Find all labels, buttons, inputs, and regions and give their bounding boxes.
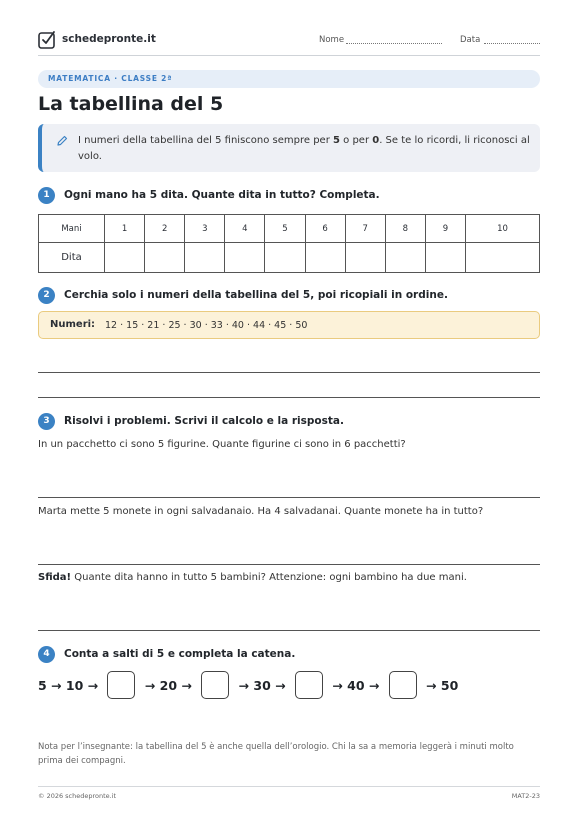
col-1: 1 [105, 215, 145, 243]
col-8: 8 [385, 215, 425, 243]
pencil-icon [56, 135, 68, 147]
col-6: 6 [305, 215, 345, 243]
problem-3: Sfida! Quante dita hanno in tutto 5 bambini? Attenzione: ogni bambino ha due mani. [38, 572, 467, 583]
row-label-dita: Dita [39, 243, 105, 273]
answer-cell[interactable] [145, 243, 185, 273]
chain-text: 5 → 10 → [38, 677, 103, 693]
answer-cell[interactable] [305, 243, 345, 273]
tip-text: I numeri della tabellina del 5 finiscono sempre per 5 o per 0. Se te lo ricordi, li riconosci al volo. [78, 135, 530, 162]
answer-cell[interactable] [345, 243, 385, 273]
topic-banner [38, 70, 540, 88]
chain-box[interactable] [107, 671, 135, 699]
col-4: 4 [225, 215, 265, 243]
answer-cell[interactable] [425, 243, 465, 273]
brand-name: schedepronte.it [62, 33, 156, 45]
date-label: Data [460, 35, 481, 45]
page-title: La tabellina del 5 [38, 93, 224, 115]
chain-text: → 30 → [234, 677, 290, 693]
chain-text: → 40 → [327, 677, 384, 693]
tip-box [38, 124, 540, 172]
footer-code: MAT2-23 [511, 792, 540, 800]
answer-cell[interactable] [225, 243, 265, 273]
question-number-2: 2 [38, 287, 55, 304]
answer-cell[interactable] [385, 243, 425, 273]
row-label-mani: Mani [39, 215, 105, 243]
counting-chain [38, 669, 458, 701]
name-label: Nome [319, 35, 345, 45]
chain-text: → 50 [421, 677, 459, 693]
problem-1: In un pacchetto ci sono 5 figurine. Quante figurine ci sono in 6 pacchetti? [38, 439, 406, 450]
chain-box[interactable] [295, 671, 323, 699]
question-4-title: Conta a salti di 5 e completa la catena. [64, 648, 296, 660]
question-number-3: 3 [38, 413, 55, 430]
question-2-title: Cerchia solo i numeri della tabellina del 5, poi ricopiali in ordine. [64, 289, 448, 301]
answer-line[interactable] [38, 397, 540, 398]
answer-cell[interactable] [265, 243, 305, 273]
col-3: 3 [185, 215, 225, 243]
col-7: 7 [345, 215, 385, 243]
col-9: 9 [425, 215, 465, 243]
col-10: 10 [465, 215, 539, 243]
answer-line[interactable] [38, 497, 540, 498]
col-2: 2 [145, 215, 185, 243]
chain-box[interactable] [201, 671, 229, 699]
numbers-list: 12 · 15 · 21 · 25 · 30 · 33 · 40 · 44 · 45 · 50 [105, 320, 308, 331]
col-5: 5 [265, 215, 305, 243]
problem-2: Marta mette 5 monete in ogni salvadanaio. Ha 4 salvadanai. Quante monete ha in tutto? [38, 506, 484, 517]
answer-line[interactable] [38, 372, 540, 373]
page-footer [38, 786, 540, 802]
question-3-title: Risolvi i problemi. Scrivi il calcolo e la risposta. [64, 415, 344, 427]
checkbox-logo-icon [38, 30, 56, 50]
footer-copyright: © 2026 schedepronte.it [38, 792, 117, 800]
answer-line[interactable] [38, 564, 540, 565]
multiplication-table [38, 214, 540, 273]
page-header [38, 28, 540, 56]
date-field[interactable] [484, 43, 540, 44]
answer-line[interactable] [38, 630, 540, 631]
answer-cell[interactable] [465, 243, 539, 273]
teacher-note: Nota per l’insegnante: la tabellina del 5 è anche quella dell’orologio. Chi la sa a memoria leggerà i minuti molto prima dei compagni. [38, 742, 514, 766]
name-field[interactable] [346, 43, 442, 44]
numbers-box [38, 311, 540, 339]
numbers-label: Numeri: [50, 319, 96, 330]
question-number-1: 1 [38, 187, 55, 204]
question-1-title: Ogni mano ha 5 dita. Quante dita in tutto? Completa. [64, 189, 380, 201]
topic-label: MATEMATICA · CLASSE 2ª [48, 74, 173, 83]
question-number-4: 4 [38, 646, 55, 663]
chain-text: → 20 → [140, 677, 197, 693]
chain-box[interactable] [389, 671, 417, 699]
answer-cell[interactable] [105, 243, 145, 273]
answer-cell[interactable] [185, 243, 225, 273]
